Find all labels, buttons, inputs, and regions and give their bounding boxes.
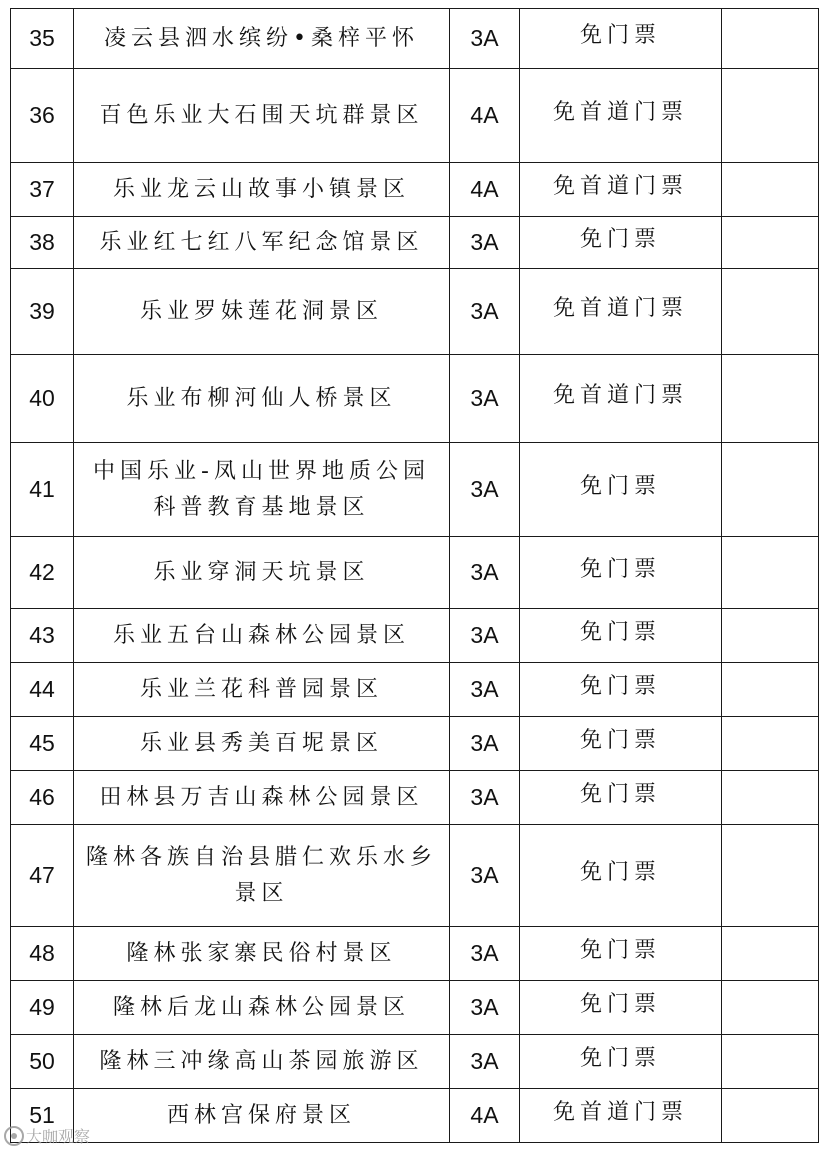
scenic-spot-name: 隆林后龙山森林公园景区 <box>74 981 450 1035</box>
remark-cell <box>722 981 819 1035</box>
remark-cell <box>722 927 819 981</box>
scenic-spot-name: 隆林张家寨民俗村景区 <box>74 927 450 981</box>
scenic-level: 3A <box>450 981 520 1035</box>
table-row <box>11 1089 819 1143</box>
scenic-spot-name: 中国乐业-凤山世界地质公园科普教育基地景区 <box>74 443 450 537</box>
remark-cell <box>722 9 819 69</box>
scenic-level: 3A <box>450 537 520 609</box>
row-number: 41 <box>11 443 74 537</box>
remark-cell <box>722 355 819 443</box>
row-number: 36 <box>11 69 74 163</box>
scenic-level: 4A <box>450 69 520 163</box>
remark-cell <box>722 269 819 355</box>
ticket-policy: 免首道门票 <box>520 1089 722 1143</box>
remark-cell <box>722 69 819 163</box>
scenic-spot-name: 乐业红七红八军纪念馆景区 <box>74 217 450 269</box>
table-row <box>11 1035 819 1089</box>
row-number: 46 <box>11 771 74 825</box>
row-number: 40 <box>11 355 74 443</box>
row-number: 51 <box>11 1089 74 1143</box>
scenic-level: 3A <box>450 771 520 825</box>
row-number: 44 <box>11 663 74 717</box>
scenic-level: 3A <box>450 269 520 355</box>
scenic-spots-table <box>10 8 819 1143</box>
remark-cell <box>722 1035 819 1089</box>
table-row <box>11 9 819 69</box>
table-row <box>11 771 819 825</box>
table-row <box>11 717 819 771</box>
scenic-spot-name: 隆林各族自治县腊仁欢乐水乡景区 <box>74 825 450 927</box>
scenic-level: 3A <box>450 1035 520 1089</box>
ticket-policy: 免门票 <box>520 9 722 69</box>
ticket-policy: 免门票 <box>520 663 722 717</box>
row-number: 48 <box>11 927 74 981</box>
scenic-level: 3A <box>450 609 520 663</box>
scenic-spot-name: 凌云县泗水缤纷•桑梓平怀 <box>74 9 450 69</box>
ticket-policy: 免门票 <box>520 981 722 1035</box>
ticket-policy: 免门票 <box>520 1035 722 1089</box>
table-row <box>11 217 819 269</box>
table-row <box>11 663 819 717</box>
scenic-level: 3A <box>450 717 520 771</box>
table-row <box>11 537 819 609</box>
ticket-policy: 免门票 <box>520 537 722 609</box>
ticket-policy: 免首道门票 <box>520 269 722 355</box>
row-number: 42 <box>11 537 74 609</box>
table-row <box>11 269 819 355</box>
remark-cell <box>722 163 819 217</box>
row-number: 49 <box>11 981 74 1035</box>
scenic-spot-name: 乐业五台山森林公园景区 <box>74 609 450 663</box>
row-number: 43 <box>11 609 74 663</box>
scenic-spot-name: 隆林三冲缘高山茶园旅游区 <box>74 1035 450 1089</box>
ticket-policy: 免门票 <box>520 771 722 825</box>
watermark-text: 大咖观察 <box>26 1127 91 1146</box>
row-number: 39 <box>11 269 74 355</box>
remark-cell <box>722 217 819 269</box>
scenic-spot-name: 西林宫保府景区 <box>74 1089 450 1143</box>
scenic-level: 3A <box>450 663 520 717</box>
scenic-spot-name: 乐业县秀美百坭景区 <box>74 717 450 771</box>
scenic-spot-name: 乐业穿洞天坑景区 <box>74 537 450 609</box>
watermark <box>4 1124 90 1147</box>
row-number: 35 <box>11 9 74 69</box>
scenic-level: 3A <box>450 355 520 443</box>
remark-cell <box>722 717 819 771</box>
ticket-policy: 免门票 <box>520 825 722 927</box>
remark-cell <box>722 609 819 663</box>
scenic-level: 3A <box>450 443 520 537</box>
scenic-spot-name: 乐业罗妹莲花洞景区 <box>74 269 450 355</box>
row-number: 37 <box>11 163 74 217</box>
table-row <box>11 163 819 217</box>
scenic-spot-name: 百色乐业大石围天坑群景区 <box>74 69 450 163</box>
table-row <box>11 443 819 537</box>
table-row <box>11 69 819 163</box>
ticket-policy: 免门票 <box>520 217 722 269</box>
table-row <box>11 981 819 1035</box>
ticket-policy: 免门票 <box>520 443 722 537</box>
table-row <box>11 609 819 663</box>
table-row <box>11 825 819 927</box>
scenic-level: 3A <box>450 9 520 69</box>
row-number: 38 <box>11 217 74 269</box>
watermark-logo-icon <box>4 1126 24 1146</box>
table-row <box>11 927 819 981</box>
table-row <box>11 355 819 443</box>
remark-cell <box>722 663 819 717</box>
remark-cell <box>722 771 819 825</box>
remark-cell <box>722 825 819 927</box>
scenic-level: 4A <box>450 163 520 217</box>
scenic-level: 3A <box>450 927 520 981</box>
scenic-spot-name: 乐业兰花科普园景区 <box>74 663 450 717</box>
scenic-level: 3A <box>450 825 520 927</box>
scenic-level: 4A <box>450 1089 520 1143</box>
row-number: 50 <box>11 1035 74 1089</box>
ticket-policy: 免门票 <box>520 927 722 981</box>
ticket-policy: 免门票 <box>520 609 722 663</box>
remark-cell <box>722 537 819 609</box>
scenic-spot-name: 田林县万吉山森林公园景区 <box>74 771 450 825</box>
ticket-policy: 免门票 <box>520 717 722 771</box>
row-number: 45 <box>11 717 74 771</box>
remark-cell <box>722 443 819 537</box>
ticket-policy: 免首道门票 <box>520 355 722 443</box>
scenic-spot-name: 乐业龙云山故事小镇景区 <box>74 163 450 217</box>
scenic-spot-name: 乐业布柳河仙人桥景区 <box>74 355 450 443</box>
scenic-level: 3A <box>450 217 520 269</box>
remark-cell <box>722 1089 819 1143</box>
row-number: 47 <box>11 825 74 927</box>
ticket-policy: 免首道门票 <box>520 69 722 163</box>
ticket-policy: 免首道门票 <box>520 163 722 217</box>
